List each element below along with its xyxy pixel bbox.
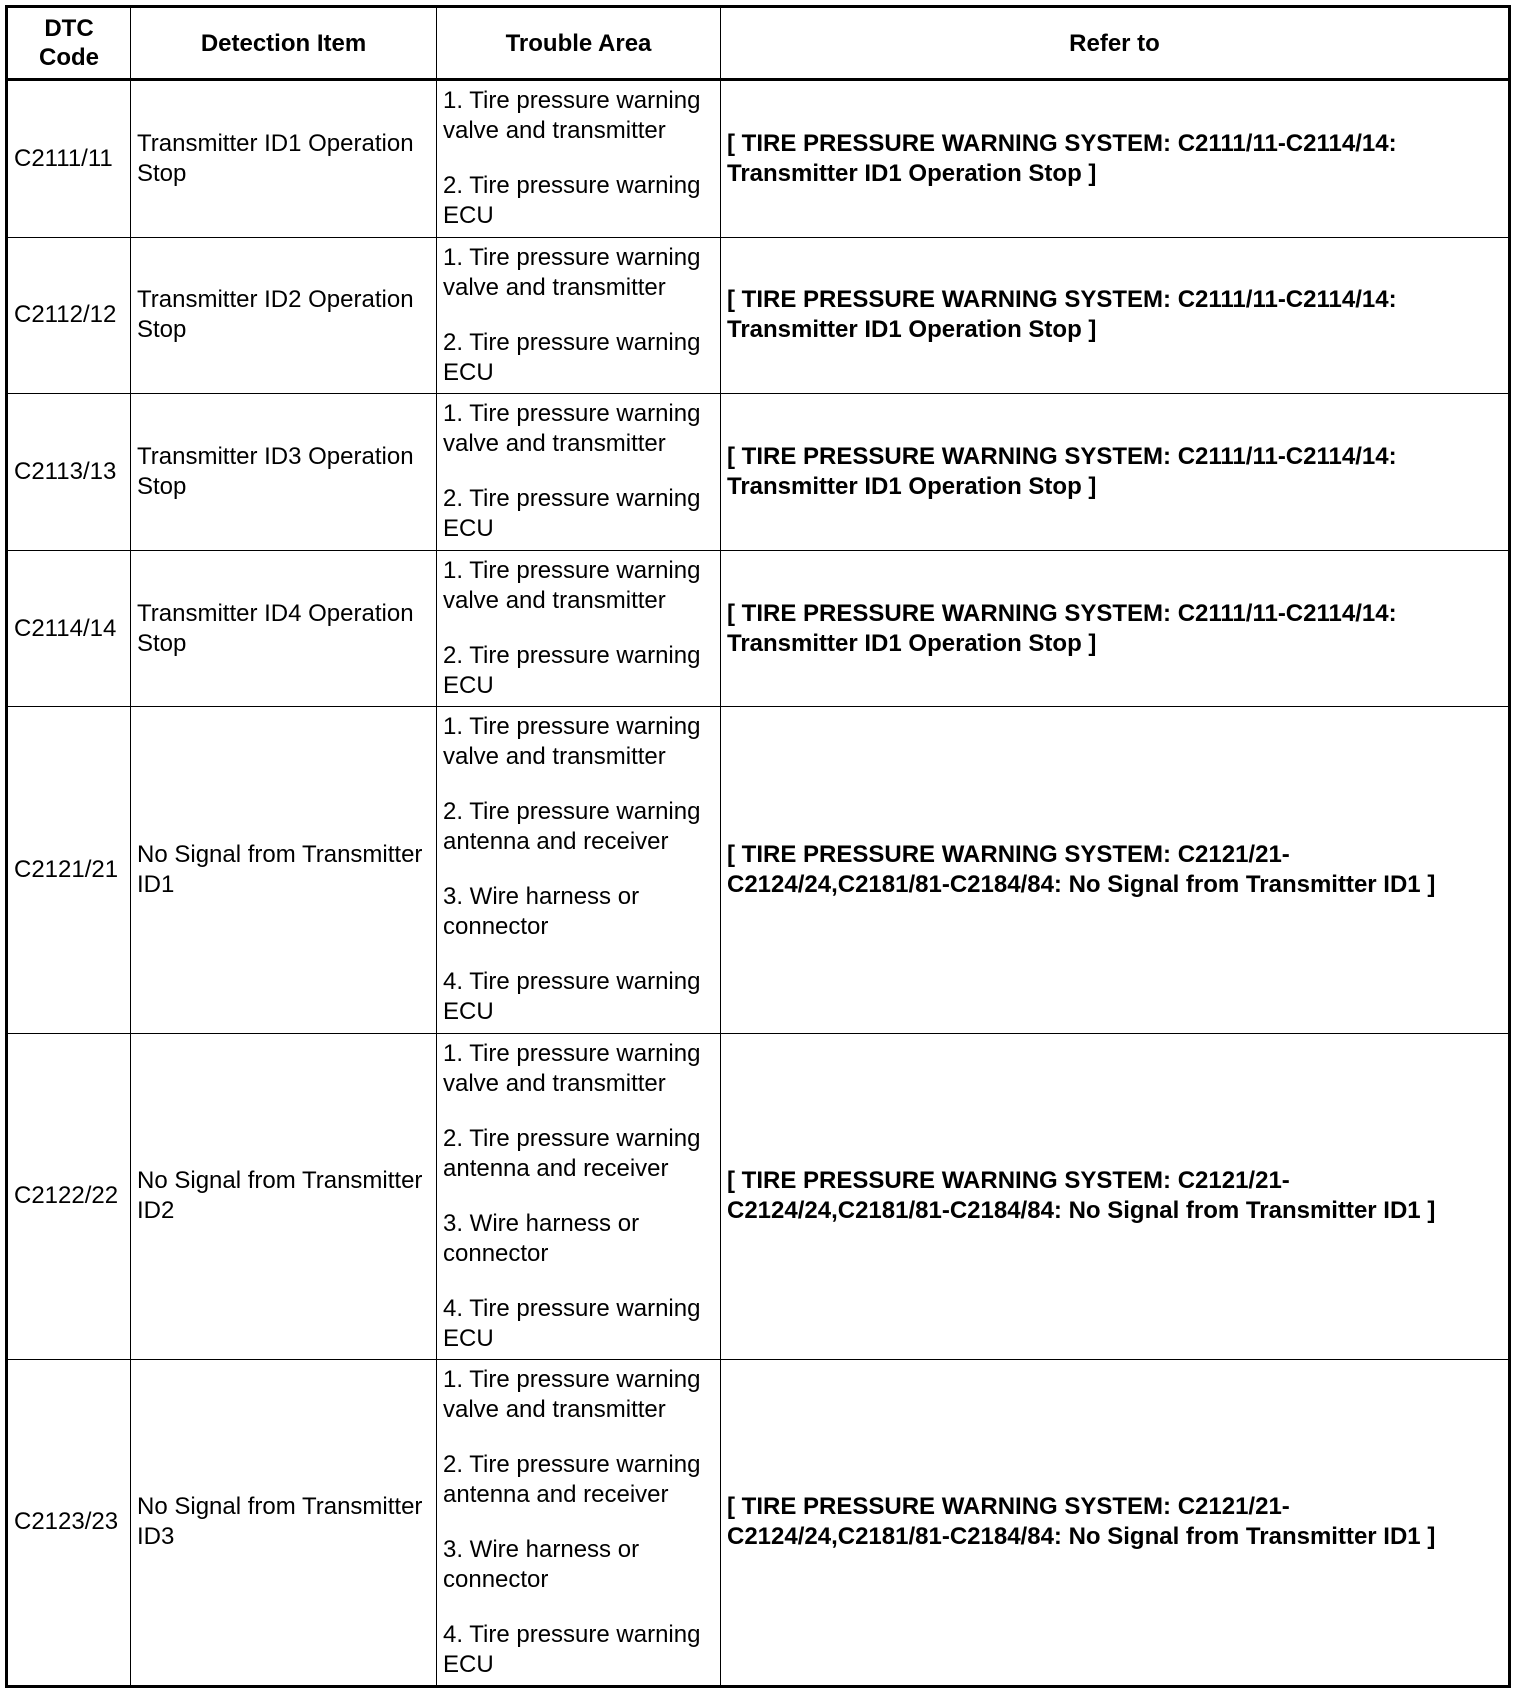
refer-to-link[interactable]: [ TIRE PRESSURE WARNING SYSTEM: C2111/11-C2114/14: Transmitter ID1 Operation Stop ]	[721, 237, 1510, 394]
detection-item-cell: Transmitter ID4 Operation Stop	[131, 550, 437, 707]
header-trouble-area: Trouble Area	[437, 7, 721, 80]
header-detection-item: Detection Item	[131, 7, 437, 80]
trouble-area-cell	[437, 1033, 721, 1359]
trouble-area-cell	[437, 550, 721, 707]
dtc-table	[5, 5, 1511, 1688]
trouble-area-list	[443, 712, 714, 1027]
trouble-area-item: 3. Wire harness or connector	[443, 1535, 640, 1593]
table-row	[7, 1359, 1510, 1686]
trouble-area-list	[443, 1039, 714, 1354]
trouble-area-item: 1. Tire pressure warning valve and transmitter	[443, 87, 701, 145]
refer-to-link[interactable]: [ TIRE PRESSURE WARNING SYSTEM: C2111/11-C2114/14: Transmitter ID1 Operation Stop ]	[721, 394, 1510, 551]
trouble-area-list	[443, 399, 714, 544]
table-row	[7, 550, 1510, 707]
trouble-area-cell	[437, 394, 721, 551]
trouble-area-item: 2. Tire pressure warning ECU	[443, 328, 701, 386]
detection-item-cell: No Signal from Transmitter ID1	[131, 707, 437, 1033]
detection-item-cell: No Signal from Transmitter ID2	[131, 1033, 437, 1359]
trouble-area-item: 3. Wire harness or connector	[443, 1209, 640, 1267]
trouble-area-list	[443, 243, 714, 388]
trouble-area-item: 4. Tire pressure warning ECU	[443, 968, 701, 1026]
detection-item-cell: Transmitter ID2 Operation Stop	[131, 237, 437, 394]
trouble-area-item: 1. Tire pressure warning valve and transmitter	[443, 1365, 701, 1423]
trouble-area-list	[443, 86, 714, 231]
dtc-code-cell: C2122/22	[7, 1033, 131, 1359]
trouble-area-item: 1. Tire pressure warning valve and transmitter	[443, 400, 701, 458]
trouble-area-item: 2. Tire pressure warning antenna and receiver	[443, 1450, 701, 1508]
dtc-code-cell: C2121/21	[7, 707, 131, 1033]
header-refer-to: Refer to	[721, 7, 1510, 80]
trouble-area-item: 4. Tire pressure warning ECU	[443, 1620, 701, 1678]
trouble-area-item: 2. Tire pressure warning ECU	[443, 172, 701, 230]
refer-to-link[interactable]: [ TIRE PRESSURE WARNING SYSTEM: C2121/21-C2124/24,C2181/81-C2184/84: No Signal from Transmitter ID1 ]	[721, 707, 1510, 1033]
refer-to-link[interactable]: [ TIRE PRESSURE WARNING SYSTEM: C2121/21-C2124/24,C2181/81-C2184/84: No Signal from Transmitter ID1 ]	[721, 1033, 1510, 1359]
trouble-area-item: 2. Tire pressure warning ECU	[443, 485, 701, 543]
trouble-area-item: 1. Tire pressure warning valve and transmitter	[443, 557, 701, 615]
dtc-code-cell: C2111/11	[7, 80, 131, 238]
table-row	[7, 1033, 1510, 1359]
refer-to-link[interactable]: [ TIRE PRESSURE WARNING SYSTEM: C2111/11-C2114/14: Transmitter ID1 Operation Stop ]	[721, 80, 1510, 238]
refer-to-link[interactable]: [ TIRE PRESSURE WARNING SYSTEM: C2111/11-C2114/14: Transmitter ID1 Operation Stop ]	[721, 550, 1510, 707]
table-body	[7, 80, 1510, 1687]
dtc-code-cell: C2112/12	[7, 237, 131, 394]
detection-item-cell: No Signal from Transmitter ID3	[131, 1359, 437, 1686]
trouble-area-item: 1. Tire pressure warning valve and transmitter	[443, 713, 701, 771]
header-row	[7, 7, 1510, 80]
trouble-area-item: 4. Tire pressure warning ECU	[443, 1294, 701, 1352]
trouble-area-list	[443, 556, 714, 701]
table-row	[7, 237, 1510, 394]
trouble-area-list	[443, 1365, 714, 1680]
table-row	[7, 394, 1510, 551]
dtc-code-cell: C2114/14	[7, 550, 131, 707]
dtc-code-cell: C2123/23	[7, 1359, 131, 1686]
trouble-area-item: 3. Wire harness or connector	[443, 883, 640, 941]
table-row	[7, 80, 1510, 238]
trouble-area-cell	[437, 237, 721, 394]
table-header	[7, 7, 1510, 80]
trouble-area-item: 1. Tire pressure warning valve and transmitter	[443, 243, 701, 301]
dtc-code-cell: C2113/13	[7, 394, 131, 551]
trouble-area-item: 1. Tire pressure warning valve and transmitter	[443, 1039, 701, 1097]
detection-item-cell: Transmitter ID3 Operation Stop	[131, 394, 437, 551]
header-dtc-code: DTC Code	[7, 7, 131, 80]
table-row	[7, 707, 1510, 1033]
trouble-area-item: 2. Tire pressure warning ECU	[443, 642, 701, 700]
detection-item-cell: Transmitter ID1 Operation Stop	[131, 80, 437, 238]
trouble-area-item: 2. Tire pressure warning antenna and receiver	[443, 1124, 701, 1182]
trouble-area-cell	[437, 1359, 721, 1686]
refer-to-link[interactable]: [ TIRE PRESSURE WARNING SYSTEM: C2121/21-C2124/24,C2181/81-C2184/84: No Signal from Transmitter ID1 ]	[721, 1359, 1510, 1686]
trouble-area-cell	[437, 707, 721, 1033]
trouble-area-cell	[437, 80, 721, 238]
trouble-area-item: 2. Tire pressure warning antenna and receiver	[443, 798, 701, 856]
